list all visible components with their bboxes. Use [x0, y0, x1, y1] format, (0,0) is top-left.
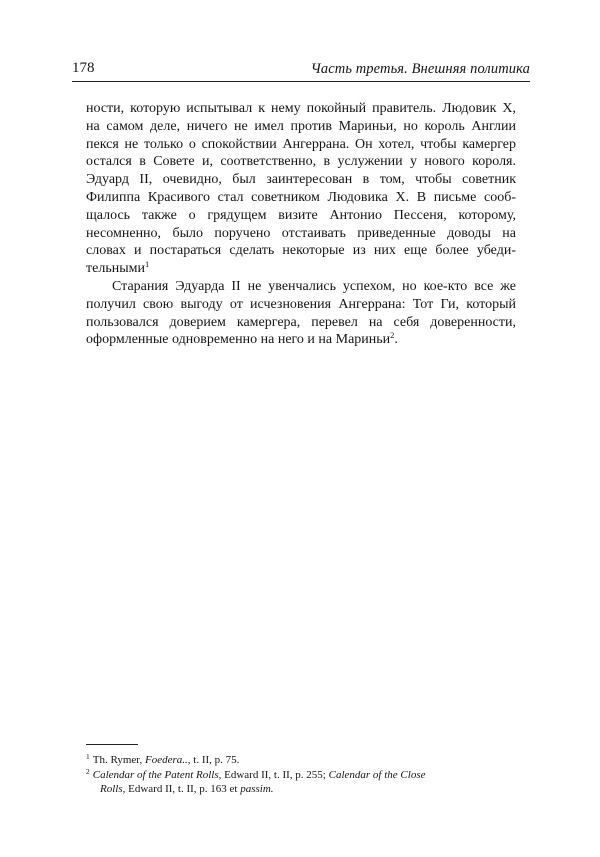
text-line: Эдуард II, очевидно, был заинтересован в том, чтобы советник — [86, 172, 516, 188]
header-rule — [72, 81, 530, 82]
footnote-mark: 1 — [86, 752, 90, 761]
text-line: ности, которую испытывал к нему покойный правитель. Людовик X, — [86, 101, 516, 116]
period: . — [394, 332, 398, 348]
footnote-reference: t. II, p. 75. — [193, 754, 240, 766]
footnote-work-title: Calendar of the Patent Rolls, — [92, 768, 222, 781]
footnote-mark: 2 — [86, 766, 90, 776]
text-line: пекся не только о спокойствии Ангеррана. Он хотел, чтобы камергер — [86, 136, 516, 152]
text-line — [86, 260, 516, 278]
page-header — [72, 60, 530, 82]
footnote-reference: Edward II, t. II, p. 255; — [224, 768, 326, 781]
text-fragment: тельными — [86, 261, 145, 277]
footnote-2 — [86, 768, 516, 783]
text-line: щалось также о грядущем визите Антонио Пессеня, которому, — [86, 207, 516, 223]
footnote-ref-1[interactable]: 1 — [144, 259, 150, 270]
footnote-separator — [86, 744, 138, 745]
running-title: Часть третья. Внешняя политика — [310, 61, 530, 77]
footnotes — [86, 753, 516, 797]
text-line — [86, 331, 516, 349]
text-line: получил свою выгоду от исчезновения Ангеррана: Тот Ги, который — [86, 296, 516, 312]
main-text — [86, 100, 516, 349]
page-number: 178 — [72, 60, 95, 76]
footnote-1 — [86, 753, 516, 768]
text-line: несомненно, было поручено отстаивать приведенные доводы на — [86, 225, 516, 241]
text-line: пользовался доверием камергера, перевел на себя доверенности, — [86, 314, 516, 330]
text-fragment: оформленные одновременно на него и на Мариньи — [86, 332, 391, 348]
footnote-ref-2[interactable]: 2 — [390, 330, 395, 341]
text-line: Филиппа Красивого стал советником Людовика X. В письме сооб- — [86, 189, 516, 205]
footnote-2-continued — [86, 782, 516, 797]
footnote-author: Th. Rymer, — [92, 754, 143, 766]
text-line: на самом деле, ничего не имел против Мариньи, но король Англии — [86, 118, 516, 134]
text-line: остался в Совете и, соответственно, в услужении у нового короля. — [86, 154, 516, 170]
text-line: словах и постараться сделать некоторые из них еще более убеди- — [86, 243, 516, 259]
footnote-work-title: Calendar of the Close — [328, 768, 426, 781]
footnote-work-title: Foedera.., — [145, 754, 191, 766]
footnote-work-title: Rolls, — [100, 783, 126, 795]
footnote-passim: passim. — [240, 783, 274, 795]
paragraph-1 — [86, 100, 516, 278]
footnote-reference: Edward II, t. II, p. 163 et — [128, 783, 238, 795]
text-line: Старания Эдуарда II не увенчались успехом, но кое-кто все же — [112, 278, 516, 294]
paragraph-2 — [86, 278, 516, 349]
